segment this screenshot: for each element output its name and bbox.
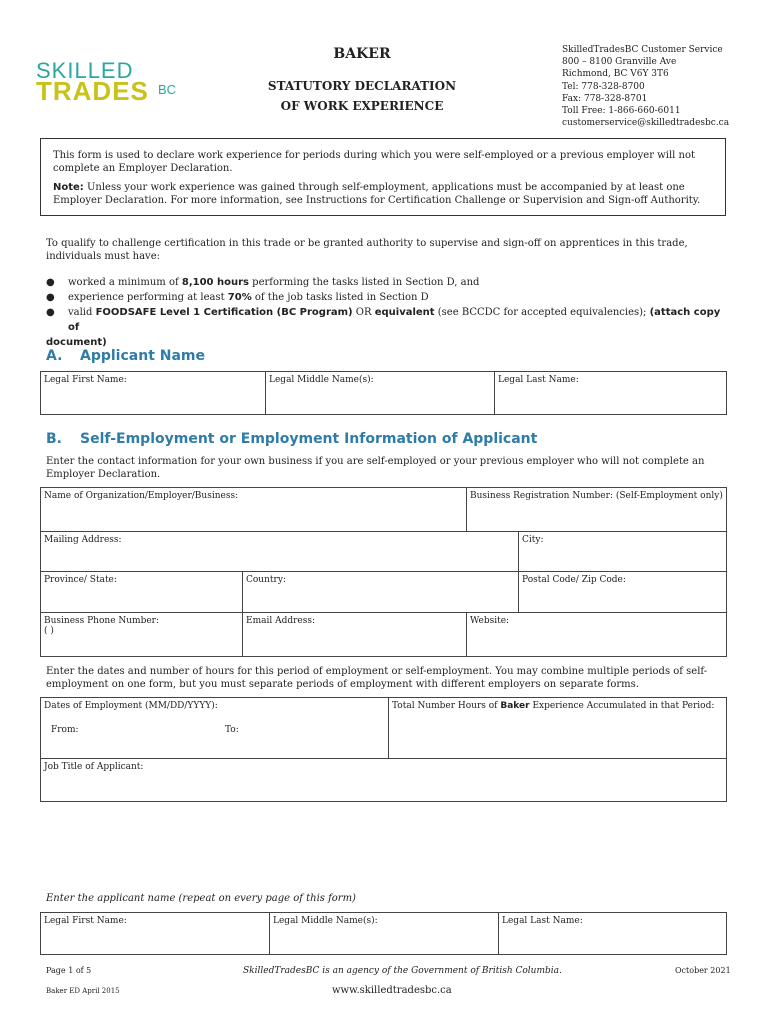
section-b-heading: B. Self-Employment or Employment Information of Applicant (46, 431, 538, 447)
contact-tollfree: Toll Free: 1-866-660-6011 (562, 106, 681, 117)
title-line-1: STATUTORY DECLARATION (267, 79, 457, 93)
contact-info (562, 44, 762, 129)
repeat-name-heading: Enter the applicant name (repeat on every page of this form) (46, 893, 356, 904)
notice-paragraph-2 (53, 181, 713, 207)
skilledtradesbc-logo (36, 58, 186, 106)
from-date-label: From: (51, 725, 79, 735)
dates-label: Dates of Employment (MM/DD/YYYY): (44, 701, 218, 711)
province-field[interactable]: Province/ State: (41, 572, 243, 613)
country-field[interactable]: Country: (243, 572, 519, 613)
website-url: www.skilledtradesbc.ca (332, 985, 452, 996)
section-b-intro: Enter the contact information for your own business if you are self-employed or your previous employer who will not complete an Employer Declaration. (46, 456, 705, 480)
form-edition: Baker ED April 2015 (46, 987, 120, 995)
notice-paragraph-1: This form is used to declare work experience for periods during which you were self-employed or a previous employer will not complete an Employer Declaration. (53, 150, 695, 174)
section-a-heading: A. Applicant Name (46, 348, 206, 364)
form-date: October 2021 (675, 966, 731, 975)
email-address-field[interactable]: Email Address: (243, 613, 467, 656)
repeat-legal-middle-name-field[interactable]: Legal Middle Name(s): (270, 913, 499, 954)
legal-first-name-field[interactable]: Legal First Name: (41, 372, 266, 414)
phone-area-code: ( ) (44, 626, 54, 636)
dates-of-employment-field[interactable] (41, 698, 389, 759)
total-hours-field[interactable]: Total Number Hours of Baker Experience Accumulated in that Period: (389, 698, 726, 759)
organization-name-field[interactable]: Name of Organization/Employer/Business: (41, 488, 467, 532)
repeat-legal-first-name-field[interactable]: Legal First Name: (41, 913, 270, 954)
contact-fax: Fax: 778-328-8701 (562, 93, 648, 104)
note-label: Note: (53, 182, 84, 193)
legal-middle-name-field[interactable]: Legal Middle Name(s): (266, 372, 495, 414)
business-phone-label: Business Phone Number: (44, 616, 160, 626)
website-field[interactable]: Website: (470, 616, 510, 626)
contact-org: SkilledTradesBC Customer Service (562, 45, 723, 55)
job-title-field[interactable]: Job Title of Applicant: (44, 762, 144, 772)
trade-name: BAKER (333, 46, 391, 62)
mailing-address-field[interactable]: Mailing Address: (41, 532, 519, 572)
qualification-list (46, 275, 726, 350)
contact-address2: Richmond, BC V6Y 3T6 (562, 69, 669, 80)
business-phone-field[interactable] (41, 613, 243, 656)
logo-bc-text: BC (158, 82, 177, 97)
agency-statement: SkilledTradesBC is an agency of the Government of British Columbia. (243, 966, 562, 976)
list-item: ● worked a minimum of 8,100 hours performing the tasks listed in Section D, and (46, 277, 480, 288)
repeat-applicant-name-table (40, 912, 727, 955)
contact-address1: 800 – 8100 Granville Ave (562, 57, 677, 68)
logo-skilled-text: SKILLED (36, 58, 134, 83)
business-registration-field[interactable]: Business Registration Number: (Self-Employment only) (467, 488, 726, 532)
employment-dates-table (40, 697, 727, 802)
note-text: Unless your work experience was gained through self-employment, applications must be accompanied by at least one Employer Declaration. For more information, see Instructions for Certification Challenge or Supervision and Sign-off Authority. (53, 182, 701, 206)
notice-box (40, 138, 726, 216)
qualification-intro: To qualify to challenge certification in this trade or be granted authority to supervise and sign-off on apprentices in this trade, individuals must have: (46, 238, 688, 262)
employer-info-table (40, 487, 727, 657)
contact-tel: Tel: 778-328-8700 (562, 81, 645, 92)
contact-email: customerservice@skilledtradesbc.ca (562, 118, 730, 129)
postal-code-field[interactable]: Postal Code/ Zip Code: (519, 572, 726, 613)
list-item: ● valid FOODSAFE Level 1 Certification (BC Program) OR equivalent (see BCCDC for accepted equivalencies); (attach copy of (46, 307, 721, 333)
title-line-2: OF WORK EXPERIENCE (280, 99, 444, 113)
list-item: ● experience performing at least 70% of the job tasks listed in Section D (46, 292, 429, 303)
repeat-legal-last-name-field[interactable]: Legal Last Name: (502, 916, 583, 926)
legal-last-name-field[interactable]: Legal Last Name: (498, 375, 579, 385)
to-date-label: To: (225, 725, 239, 735)
form-title (262, 44, 462, 116)
applicant-name-table (40, 371, 727, 415)
city-field[interactable]: City: (519, 532, 726, 572)
dates-intro: Enter the dates and number of hours for this period of employment or self-employment. You may combine multiple periods of self-employment on one form, but you must separate periods of employment with different employers on separate forms. (46, 666, 708, 690)
page-number: Page 1 of 5 (46, 966, 92, 975)
list-item-continuation: document) (46, 337, 107, 348)
logo-trades-text: TRADES (36, 76, 149, 106)
